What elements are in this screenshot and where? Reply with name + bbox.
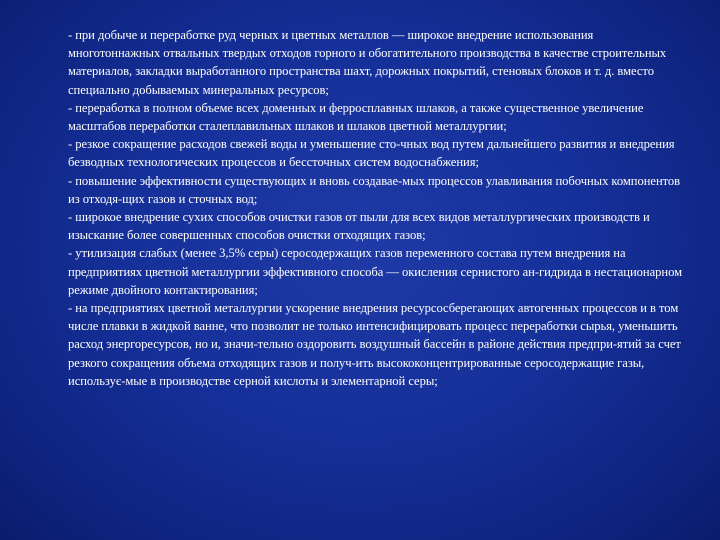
bullet-list xyxy=(68,26,688,390)
list-item-slag-processing: - переработка в полном объеме всех доменных и ферросплавных шлаков, а также существенное увеличение масштабов переработки сталеплавильных шлаков и шлаков цветной металлургии; xyxy=(68,100,644,134)
list-item-autogenous-processes: - на предприятиях цветной металлургии ускорение внедрения ресурсосберегающих автогенных процессов и в том числе плавки в жидкой ванне, что позволит не только интенсифицировать процесс переработки сырья, уменьшить расход энергоресурсов, но и, значи-тельно оздоровить воздушный бассейн в районе действия предпри-ятий за счет резкого сокращения объема отходящих газов и получ-ить высококонцентрированные серосодержащие газы, использує-мые в производстве серной кислоты и элементарной серы; xyxy=(68,301,681,388)
list-item-sulfur-gas-utilization: - утилизация слабых (менее 3,5% серы) серосодержащих газов переменного состава путем внедрения на предприятиях цветной металлургии эффективного способа — окисления сернистого ан-гидрида в нестационарном режиме двойного контактирования; xyxy=(68,246,683,297)
list-item-byproduct-capture: - повышение эффективности существующих и вновь создавае-мых процессов улавливания побочных компонентов из отходя-щих газов и сточных вод; xyxy=(68,173,681,206)
list-item-water-reduction: - резкое сокращение расходов свежей воды и уменьшение сто-чных вод путем дальнейшего развития и внедрения безводных технологических процессов и бессточных систем водоснабжения; xyxy=(68,137,675,170)
list-item-mining-waste: - при добыче и переработке руд черных и цветных металлов — широкое внедрение использования многотоннажных отвальных твердых отходов горного и обогатительного производства в качестве строительных материалов, закладки выработанного пространства шахт, дорожных покрытий, стеновых блоков и т. д. вместо специально добываемых минеральных ресурсов; xyxy=(68,28,667,97)
list-item-dry-gas-cleaning: - широкое внедрение сухих способов очистки газов от пыли для всех видов металлургических производств и изыскание более совершенных способов очистки отходящих газов; xyxy=(68,210,650,243)
